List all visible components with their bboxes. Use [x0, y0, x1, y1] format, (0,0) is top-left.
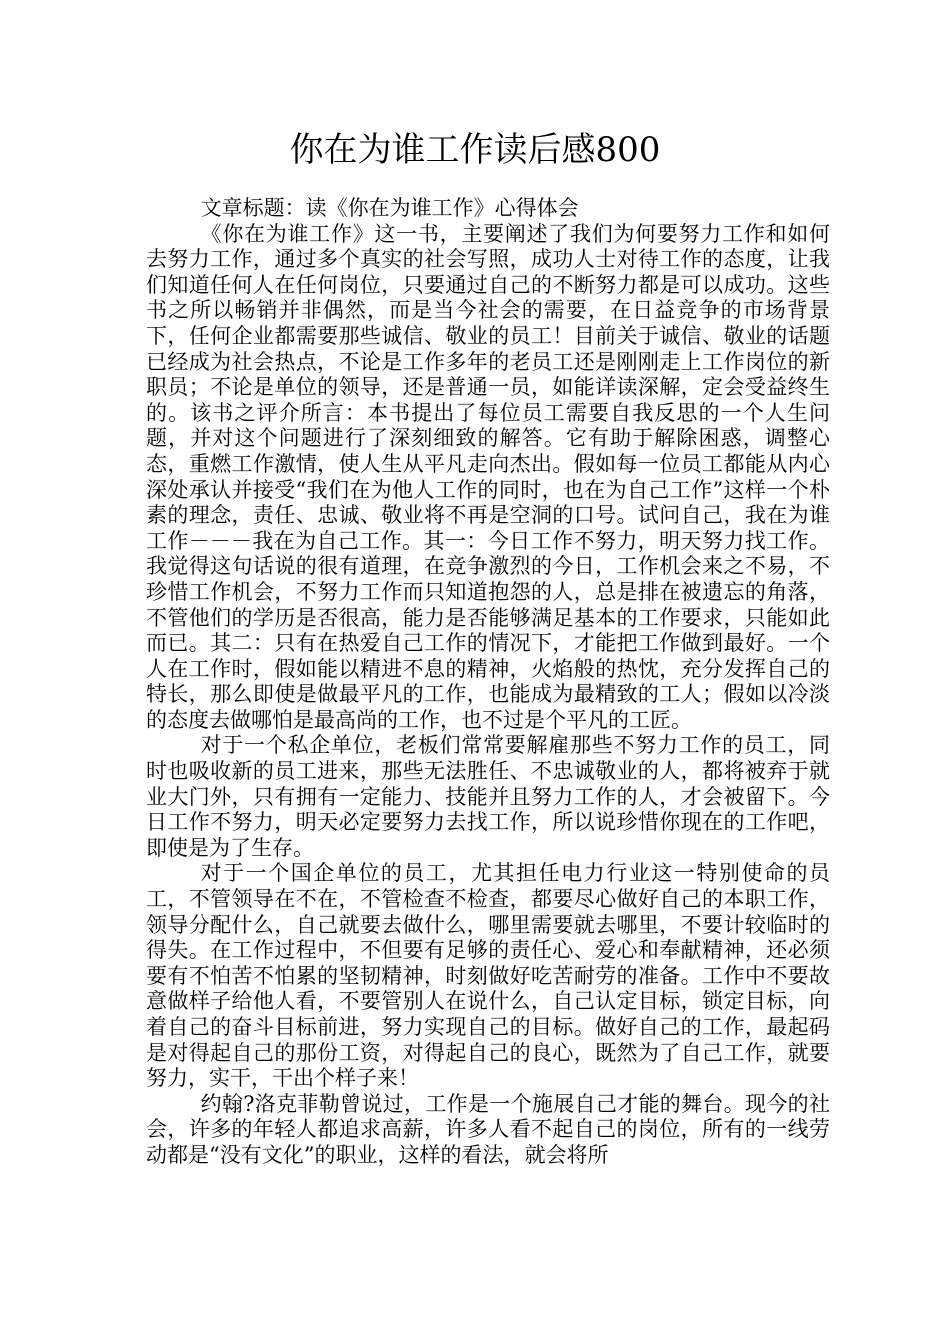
document-title: 你在为谁工作读后感800: [289, 130, 661, 170]
document-body: [146, 196, 830, 1169]
body-paragraph: 对于一个国企单位的员工，尤其担任电力行业这一特别使命的员工，不管领导在不在，不管检查不检查，都要尽心做好自己的本职工作，领导分配什么，自己就要去做什么，哪里需要就去哪里，不要计较临时的得失。在工作过程中，不但要有足够的责任心、爱心和奉献精神，还必须要有不怕苦不怕累的坚韧精神，时刻做好吃苦耐劳的准备。工作中不要故意做样子给他人看，不要管别人在说什么，自己认定目标，锁定目标，向着自己的奋斗目标前进，努力实现自己的目标。做好自己的工作，最起码是对得起自己的那份工资，对得起自己的良心，既然为了自己工作，就要努力，实干，干出个样子来！: [146, 861, 830, 1091]
body-paragraph: 对于一个私企单位，老板们常常要解雇那些不努力工作的员工，同时也吸收新的员工进来，那些无法胜任、不忠诚敬业的人，都将被弃于就业大门外，只有拥有一定能力、技能并且努力工作的人，才会被留下。今日工作不努力，明天必定要努力去找工作，所以说珍惜你现在的工作吧，即使是为了生存。: [146, 733, 830, 860]
body-paragraph: 约翰?洛克菲勒曾说过，工作是一个施展自己才能的舞台。现今的社会，许多的年轻人都追求高薪，许多人看不起自己的岗位，所有的一线劳动都是“没有文化”的职业，这样的看法，就会将所: [146, 1091, 830, 1167]
body-paragraph: 《你在为谁工作》这一书，主要阐述了我们为何要努力工作和如何去努力工作，通过多个真实的社会写照，成功人士对待工作的态度，让我们知道任何人在任何岗位，只要通过自己的不断努力都是可以成功。这些书之所以畅销并非偶然，而是当今社会的需要，在日益竞争的市场背景下，任何企业都需要那些诚信、敬业的员工！目前关于诚信、敬业的话题已经成为社会热点，不论是工作多年的老员工还是刚刚走上工作岗位的新职员；不论是单位的领导，还是普通一员，如能详读深解，定会受益终生的。该书之评介所言：本书提出了每位员工需要自我反思的一个人生问题，并对这个问题进行了深刻细致的解答。它有助于解除困惑，调整心态，重燃工作激情，使人生从平凡走向杰出。假如每一位员工都能从内心深处承认并接受“我们在为他人工作的同时，也在为自己工作”这样一个朴素的理念，责任、忠诚、敬业将不再是空洞的口号。试问自己，我在为谁工作－－－我在为自己工作。其一：今日工作不努力，明天努力找工作。我觉得这句话说的很有道理，在竞争激烈的今日，工作机会来之不易，不珍惜工作机会，不努力工作而只知道抱怨的人，总是排在被遗忘的角落，不管他们的学历是否很高，能力是否能够满足基本的工作要求，只能如此而已。其二：只有在热爱自己工作的情况下，才能把工作做到最好。一个人在工作时，假如能以精进不息的精神，火焰般的热忱，充分发挥自己的特长，那么即使是做最平凡的工作，也能成为最精致的工人；假如以冷淡的态度去做哪怕是最高尚的工作，也不过是个平凡的工匠。: [146, 221, 830, 732]
article-subtitle-paragraph: 文章标题：读《你在为谁工作》心得体会: [200, 196, 579, 220]
